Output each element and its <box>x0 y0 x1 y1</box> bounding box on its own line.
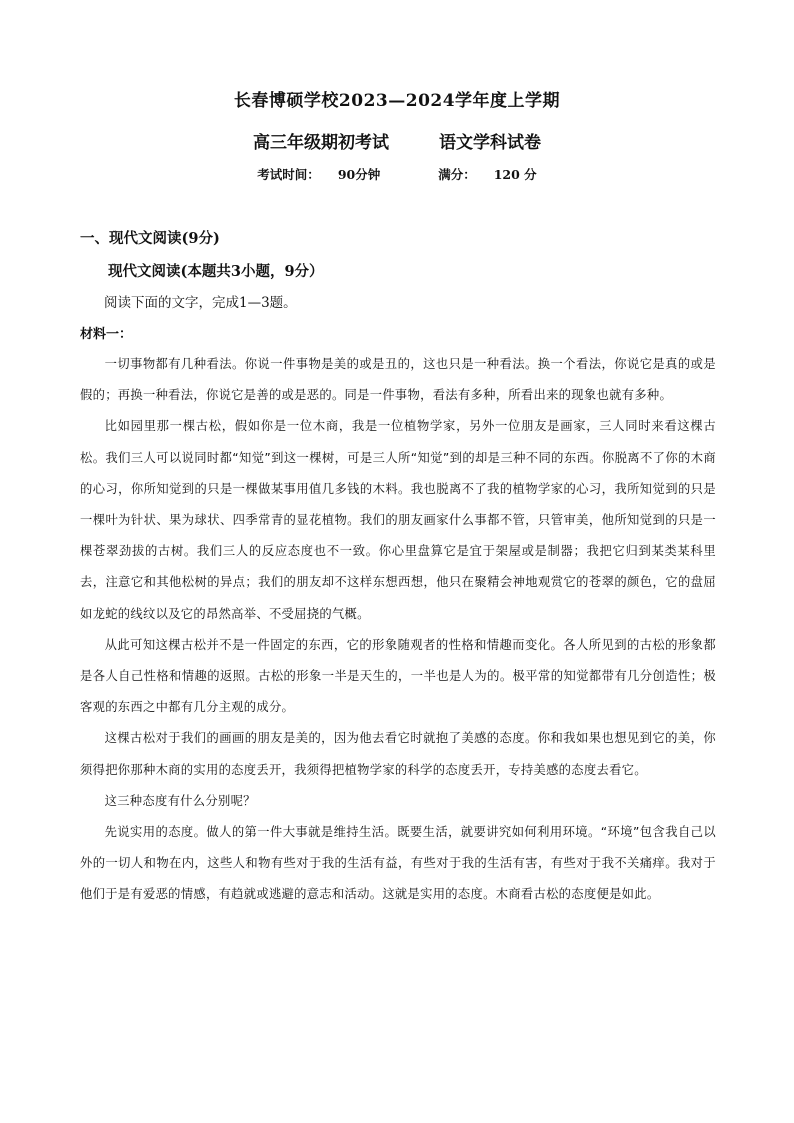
score-label: 满分： <box>438 167 476 182</box>
paragraph: 比如园里那一棵古松，假如你是一位木商，我是一位植物学家，另外一位朋友是画家，三人同时来看这棵古松。我们三人可以说同时都“知觉”到这一棵树，可是三人所“知觉”到的却是三种不同的东西。你脱离不了你的木商的心习，你所知觉到的只是一棵做某事用值几多钱的木料。我也脱离不了我的植物学家的心习，我所知觉到的只是一棵叶为针状、果为球状、四季常青的显花植物。我们的朋友画家什么事都不管，只管审美，他所知觉到的只是一棵苍翠劲拔的古树。我们三人的反应态度也不一致。你心里盘算它是宜于架屋或是制器；我把它归到某类某科里去，注意它和其他松树的异点；我们的朋友却不这样东想西想，他只在聚精会神地观赏它的苍翠的颜色，它的盘屈如龙蛇的线纹以及它的昂然高举、不受屈挠的气概。 <box>80 419 716 621</box>
time-value: 90分钟 <box>337 167 381 182</box>
score-value: 120 分 <box>493 167 537 182</box>
material-body <box>80 349 716 911</box>
paragraph: 这棵古松对于我们的画画的朋友是美的，因为他去看它时就抱了美感的态度。你和我如果也想见到它的美，你须得把你那种木商的实用的态度丢开，我须得把植物学家的科学的态度丢开，专持美感的态度去看它。 <box>80 731 716 777</box>
subject-label: 语文学科试卷 <box>439 133 541 153</box>
exam-info <box>0 165 794 183</box>
paragraph: 先说实用的态度。做人的第一件大事就是维持生活。既要生活，就要讲究如何利用环境。“环境”包含我自己以外的一切人和物在内，这些人和物有些对于我的生活有益，有些对于我的生活有害，有些对于我不关痛痒。我对于他们于是有爱恶的情感，有趋就或逃避的意志和活动。这就是实用的态度。木商看古松的态度便是如此。 <box>80 825 716 902</box>
paragraph: 从此可知这棵古松并不是一件固定的东西，它的形象随观者的性格和情趣而变化。各人所见到的古松的形象都是各人自己性格和情趣的返照。古松的形象一半是天生的，一半也是人为的。极平常的知觉都带有几分创造性；极客观的东西之中都有几分主观的成分。 <box>80 637 716 715</box>
time-label: 考试时间： <box>257 167 320 182</box>
paragraph: 这三种态度有什么分别呢？ <box>104 793 256 808</box>
exam-subtitle <box>0 128 794 153</box>
section-subheading: 现代文阅读(本题共3小题，9分） <box>108 263 324 280</box>
grade-exam-label: 高三年级期初考试 <box>253 133 389 153</box>
material-label: 材料一： <box>80 327 133 342</box>
paragraph: 一切事物都有几种看法。你说一件事物是美的或是丑的，这也只是一种看法。换一个看法，你说它是真的或是假的；再换一种看法，你说它是善的或是恶的。同是一件事物，看法有多种，所看出来的现象也就有多种。 <box>80 357 716 403</box>
reading-instruction: 阅读下面的文字，完成1—3题。 <box>104 295 297 311</box>
section-heading: 一、现代文阅读(9分) <box>80 230 220 247</box>
exam-title: 长春博硕学校2023—2024学年度上学期 <box>233 91 561 111</box>
